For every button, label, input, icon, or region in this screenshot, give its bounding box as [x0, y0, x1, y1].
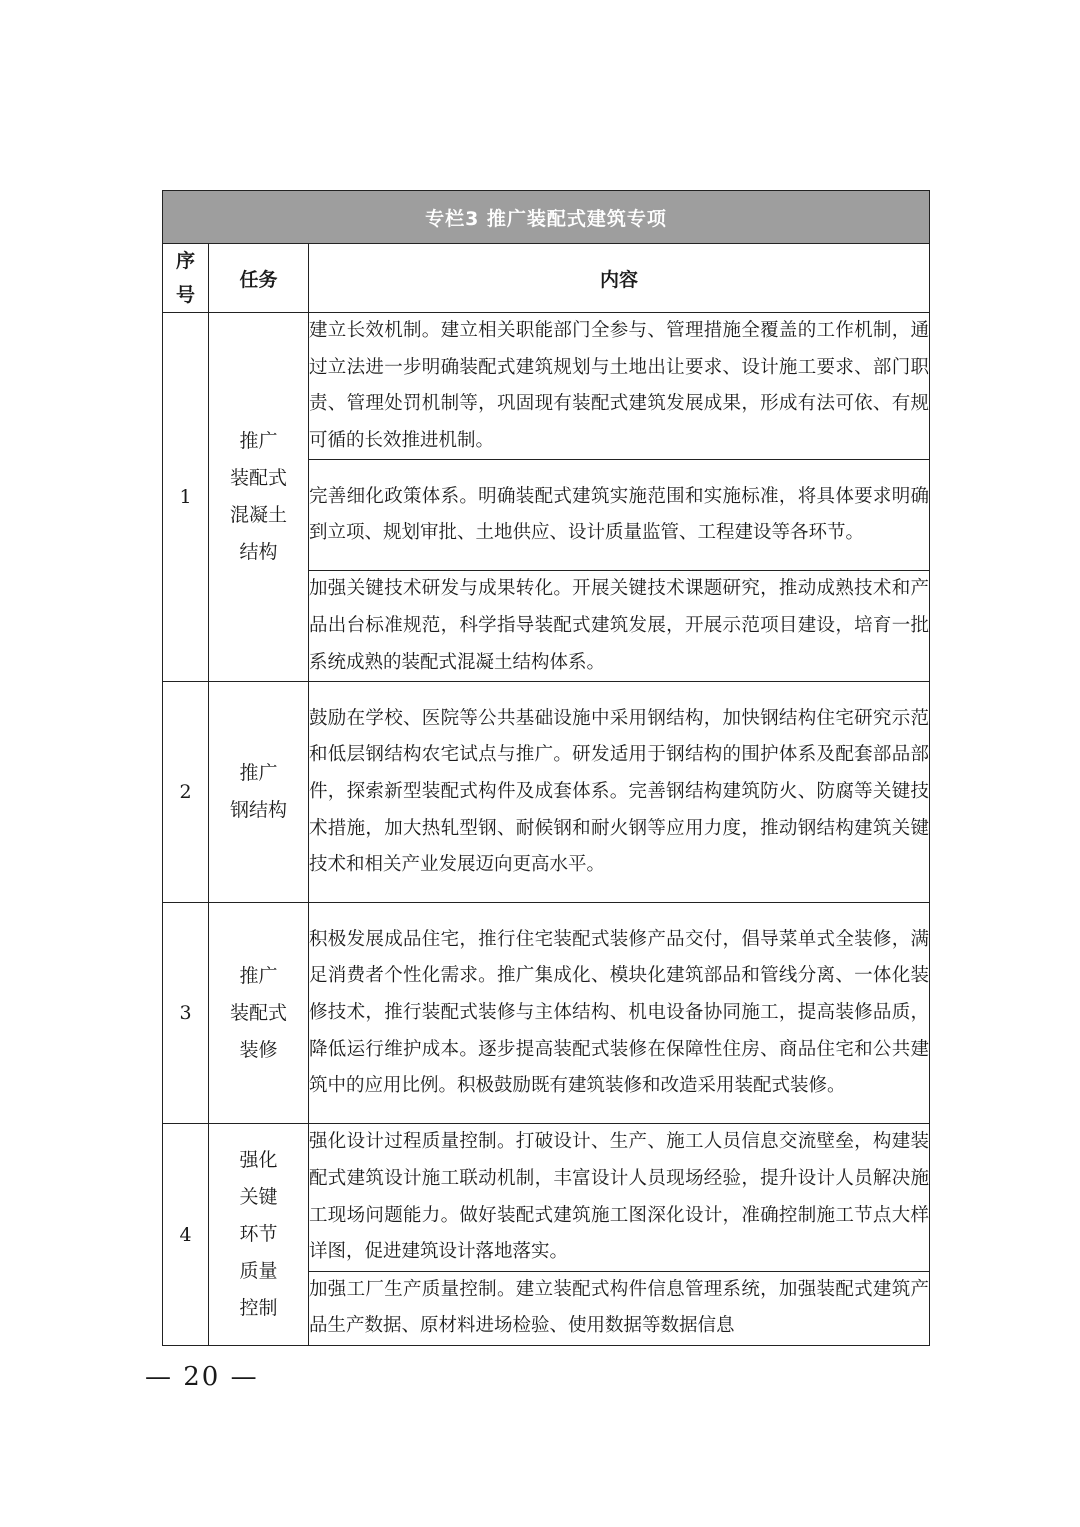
row-number: 4 [163, 1124, 209, 1346]
row-content: 强化设计过程质量控制。打破设计、生产、施工人员信息交流壁垒，构建装配式建筑设计施工联动机制，丰富设计人员现场经验，提升设计人员解决施工现场问题能力。做好装配式建筑施工图深化设计，准确控制施工节点大样详图，促进建筑设计落地落实。 [309, 1124, 930, 1271]
table-row [163, 1124, 930, 1271]
row-content: 积极发展成品住宅，推行住宅装配式装修产品交付，倡导菜单式全装修，满足消费者个性化需求。推广集成化、模块化建筑部品和管线分离、一体化装修技术，推行装配式装修与主体结构、机电设备协同施工，提高装修品质，降低运行维护成本。逐步提高装配式装修在保障性住房、商品住宅和公共建筑中的应用比例。积极鼓励既有建筑装修和改造采用装配式装修。 [309, 903, 930, 1124]
header-seq: 序 号 [163, 244, 209, 313]
row-content: 完善细化政策体系。明确装配式建筑实施范围和实施标准，将具体要求明确到立项、规划审批、土地供应、设计质量监管、工程建设等各环节。 [309, 460, 930, 571]
row-task: 推广 装配式 混凝土 结构 [209, 313, 309, 682]
row-task: 强化 关键 环节 质量 控制 [209, 1124, 309, 1346]
row-number: 1 [163, 313, 209, 682]
header-content: 内容 [309, 244, 930, 313]
header-task: 任务 [209, 244, 309, 313]
row-content: 加强关键技术研发与成果转化。开展关键技术课题研究，推动成熟技术和产品出台标准规范，科学指导装配式建筑发展，开展示范项目建设，培育一批系统成熟的装配式混凝土结构体系。 [309, 571, 930, 682]
row-task: 推广 钢结构 [209, 682, 309, 903]
header-row [163, 244, 930, 313]
row-number: 2 [163, 682, 209, 903]
column-table [162, 190, 930, 1346]
table-row [163, 682, 930, 903]
table-row [163, 313, 930, 460]
table-title: 专栏3 推广装配式建筑专项 [163, 191, 930, 244]
row-content: 建立长效机制。建立相关职能部门全参与、管理措施全覆盖的工作机制，通过立法进一步明确装配式建筑规划与土地出让要求、设计施工要求、部门职责、管理处罚机制等，巩固现有装配式建筑发展成果，形成有法可依、有规可循的长效推进机制。 [309, 313, 930, 460]
table-row [163, 903, 930, 1124]
page-number: — 20 — [145, 1362, 259, 1392]
row-content: 加强工厂生产质量控制。建立装配式构件信息管理系统，加强装配式建筑产品生产数据、原材料进场检验、使用数据等数据信息 [309, 1271, 930, 1345]
row-task: 推广 装配式 装修 [209, 903, 309, 1124]
row-content: 鼓励在学校、医院等公共基础设施中采用钢结构，加快钢结构住宅研究示范和低层钢结构农宅试点与推广。研发适用于钢结构的围护体系及配套部品部件，探索新型装配式构件及成套体系。完善钢结构建筑防火、防腐等关键技术措施，加大热轧型钢、耐候钢和耐火钢等应用力度，推动钢结构建筑关键技术和相关产业发展迈向更高水平。 [309, 682, 930, 903]
row-number: 3 [163, 903, 209, 1124]
